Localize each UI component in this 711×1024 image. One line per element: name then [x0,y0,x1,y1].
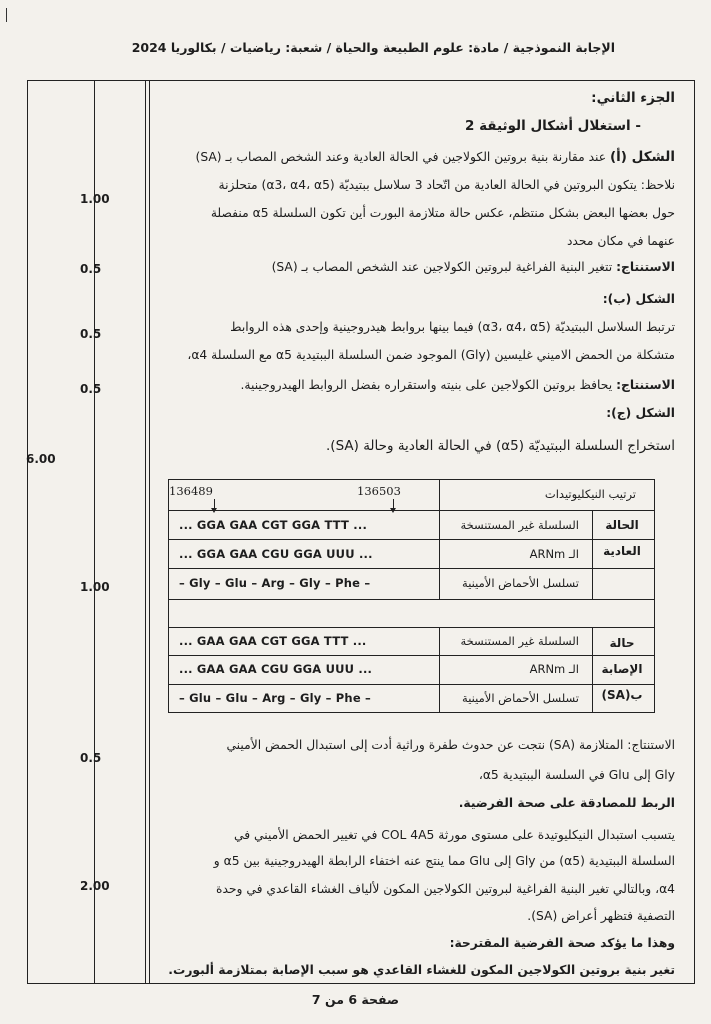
part-title: الجزء الثاني: [591,90,675,106]
score-5: 1.00 [80,580,110,594]
conclusion-3-line-1: الاستنتاج: المتلازمة (SA) نتجت عن حدوث طفرة وراثية أدت إلى استبدال الحمض الأميني [226,738,675,752]
conclusion-2 [140,376,675,394]
table-rule [169,599,654,600]
table-rule [169,539,654,540]
fig-a-line [140,148,675,166]
scan-mark [6,8,7,22]
disease-state-label-line: ب(SA) [601,688,643,702]
fig-c-label: الشكل (ج): [606,406,675,420]
conclusion-2-label: الاستنتاج: [616,378,675,392]
note-line-3: عنهما في مكان محدد [566,234,675,248]
position-136503: 136503 [357,484,401,498]
score-2: 0.5 [80,262,102,276]
sequence-table [168,479,655,713]
score-1: 1.00 [80,192,110,206]
table-rule [169,684,654,685]
normal-state-label [594,512,650,564]
header-nucleotide-order: ترتيب النيكليوتيدات [544,487,636,501]
table-rule [169,510,654,511]
normal-state-label-line: العادية [603,544,641,558]
fig-b-line-1: ترتبط السلاسل الببتيديّة (α3، α4، α5) فيما بينها بروابط هيدروجينية وإحدى هذه الروابط [230,320,675,334]
disease-state-label-line: حالة [609,636,635,650]
note-line-2: حول بعضها البعض بشكل منتظم، عكس حالة متلازمة البورت أين تكون السلسلة α5 منفصلة [210,206,675,220]
disease-template-label: السلسلة غير المستنسخة [460,634,579,648]
conclusion-3-line-2: Gly إلى Glu في السلسة الببتيدية α5، [478,768,675,782]
table-divider [592,510,593,599]
normal-mrna-label: الـ ARNm [529,547,579,561]
total-score: 6.00 [26,452,56,466]
position-arrow [393,499,394,510]
score-3: 0.5 [80,327,102,341]
link-line-3: α4، وبالتالي تغير البنية الفراغية لبروتين الكولاجين المكون لألياف الغشاء القاعدي في وحدة [216,882,675,896]
confirm-text: تغير بنية بروتين الكولاجين المكون للغشاء القاعدي هو سبب الإصابة بمتلازمة ألبورت. [168,963,675,977]
disease-state-label [594,630,650,708]
disease-aa-seq: – Glu – Glu – Arg – Gly – Phe – [179,691,371,705]
score-6: 0.5 [80,751,102,765]
column-divider [94,81,95,983]
link-line-2: السلسلة الببتيدية (α5) من Gly إلى Glu مما ينتج عنه اختفاء الرابطة الهيدروجينية بين α5 و [213,854,675,868]
fig-a-label: الشكل (أ) [609,149,675,165]
normal-mrna-seq: ... GGA GAA CGU GGA UUU ... [179,547,373,561]
normal-state-label-line: الحالة [605,518,639,532]
disease-state-label-line: الإصابة [601,662,643,676]
table-rule [169,627,654,628]
score-4: 0.5 [80,382,102,396]
table-divider [592,627,593,712]
link-title: الربط للمصادقة على صحة الفرضية. [458,796,675,810]
disease-mrna-label: الـ ARNm [529,662,579,676]
conclusion-1-text: تتغير البنية الفراغية لبروتين الكولاجين عند الشخص المصاب بـ (SA) [271,260,617,274]
position-136489: 136489 [169,484,213,498]
table-divider [439,480,440,599]
table-divider [439,627,440,712]
table-rule [169,568,654,569]
normal-aa-seq: – Gly – Glu – Arg – Gly – Phe – [179,576,371,590]
fig-c-text: استخراج السلسلة الببتيديّة (α5) في الحالة العادية وحالة (SA). [326,438,675,454]
confirm-title: وهذا ما يؤكد صحة الفرضية المقترحة: [449,936,675,950]
disease-aa-label: تسلسل الأحماض الأمينية [462,691,579,705]
normal-template-seq: ... GGA GAA CGT GGA TTT ... [179,518,368,532]
link-line-1: يتسبب استبدال النيكليوتيدة على مستوى مورثة COL 4A5 في تغيير الحمض الأميني في [233,828,675,842]
normal-template-label: السلسلة غير المستنسخة [460,518,579,532]
page-header: الإجابة النموذجية / مادة: علوم الطبيعة والحياة / شعبة: رياضيات / بكالوريا 2024 [131,40,615,55]
fig-b-line-2: متشكلة من الحمض الاميني غليسين (Gly) الموجود ضمن السلسلة الببتيدية α5 مع السلسلة α4، [187,348,675,362]
score-7: 2.00 [80,879,110,893]
normal-aa-label: تسلسل الأحماض الأمينية [462,576,579,590]
conclusion-1 [140,258,675,276]
note-line-1: نلاحظ: يتكون البروتين في الحالة العادية من اتّحاد 3 سلاسل ببتيديّة (α3، α4، α5) متحلزنة [218,178,675,192]
disease-template-seq: ... GAA GAA CGT GGA TTT ... [179,634,367,648]
table-rule [169,655,654,656]
disease-mrna-seq: ... GAA GAA CGU GGA UUU ... [179,662,373,676]
position-arrow [214,499,215,510]
conclusion-2-text: يحافظ بروتين الكولاجين على بنيته واستقراره بفضل الروابط الهيدروجينية. [240,378,617,392]
section-title: - استغلال أشكال الوثيقة 2 [465,118,641,134]
conclusion-1-label: الاستنتاج: [616,260,675,274]
fig-a-text: عند مقارنة بنية بروتين الكولاجين في الحالة العادية وعند الشخص المصاب بـ (SA) [195,150,610,164]
link-line-4: التصفية فتظهر أعراض (SA). [527,909,675,923]
page-number: صفحة 6 من 7 [311,992,400,1007]
fig-b-label: الشكل (ب): [602,292,675,306]
